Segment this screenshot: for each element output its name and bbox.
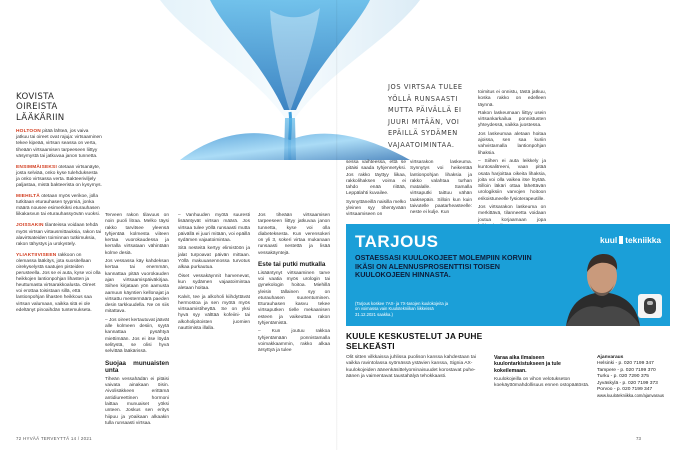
- paragraph: Öiset vessakäynnit harvenevat, kun sydämen vajaatoimintaa aletaan hoitaa.: [178, 273, 250, 292]
- paragraph: toimitus ei onnistu, tästä jatkuu, koska rakko on edelleen täynnä.: [478, 90, 546, 108]
- booking-phone[interactable]: Helsinki - p. 020 7199 347: [597, 361, 654, 367]
- booking-phone[interactable]: Porvoo - p. 020 7199 347: [597, 387, 653, 393]
- sidebar-tip: [16, 165, 102, 189]
- sidebar-tip: [16, 223, 102, 247]
- sidebar-title: [16, 92, 102, 123]
- logo-text: kuul: [600, 235, 618, 245]
- footer-page-right: 73: [636, 436, 641, 441]
- sidebar-tip: [16, 253, 102, 314]
- advertisement-banner[interactable]: [346, 224, 670, 326]
- paragraph: Synnyttäneillä naisilla melko yleinen syy tihentyvään virtsaamiseen on: [346, 199, 406, 218]
- booking-url-link[interactable]: www.kuulotekniikka.com/ajanvaraus: [597, 393, 665, 399]
- tip-lead: ENSIMMÄISEKSI: [16, 164, 57, 170]
- paragraph: Tiheän vessahädän ei pitäisi vaivata ainakaan öisin. Aivolisäkkeen erittämä antidiureettinen hormoni laittaa munuaiset yöksi unteen. Joskus sen eritys hiipuu ja yöaikaan alkaakin tulla runsaasti virtsaa.: [105, 376, 169, 426]
- footer-page-left: 72 HYVÄÄ TERVEYTTÄ 14 / 2021: [16, 436, 92, 441]
- booking-title: Ajanvaraus: [597, 355, 624, 360]
- subheading: Este tai putki mutkalla: [258, 261, 326, 269]
- paragraph: – Siihen ei auta leikkely ja kuntosalitreeni, vaan pitää osata harjoittaa oikeita lihaksia, joita voi olla vaikea itse löytää. Silloin läkäri ottaa lähettävän urologiksiin varvojen hoitoon erikoistuneelle fysioterapeutille.: [478, 158, 546, 202]
- paragraph: Terveen rakon tilavuus on noin puoli litraa. Melko täysi rakko tarvitsee yleensä tyhjentää kolmesta viiteen kertaa vuorokaudessa ja kerralla virtsataan vähintään kolme desiä.: [105, 213, 169, 256]
- ad-fineprint: (Tarjous koskee 7AX- ja 7X-tasojen kuulokojeita ja on voimassa vain Kuulotekniikan liikkeissä 31.12.2021 saakka.): [355, 301, 449, 317]
- tip-lead: MIEHILTÄ: [16, 194, 40, 200]
- tip-lead: YLIAKTIIVISEEN: [16, 252, 57, 258]
- paragraph: Lisääntynyt virtsaaminen tarve voi vaatia myös urologin tai gynekologin hoitoa. Miehillä yleisin tällainen syy on eturauhasen suurentuminen. Eturauhasen kasvu tekee virtsaputken tielle mekaanisen esteen ja vaikeuttaa rakon tyhjentämistä.: [258, 270, 330, 327]
- article-column-6: [478, 90, 546, 232]
- hearing-aid-product-icon: [638, 294, 662, 318]
- paragraph: Jos vessassa käy kahdeksan kertaa tai enemmän, kannattaa pitää vuorokauden ajan virtsaamispäiväkirjaa. Siihen kirjataan yön aamusta aamuun käyntien kellonajat ja virtsattu mestermäärä paeden desin tarkkuudella. Ne on siis mitattava.: [105, 259, 169, 315]
- booking-phone[interactable]: Turku - p. 020 7290 375: [597, 374, 650, 380]
- logo-text: tekniikka: [625, 235, 662, 245]
- sidebar-title-line: KOVISTA: [16, 92, 55, 102]
- article-column-4: [346, 160, 406, 221]
- sidebar-box: [16, 92, 102, 319]
- ad-body-text: Kuulokojeilla on vihon velotukseton koekäyttömahdollisuus ennen ostopäätöstä.: [494, 377, 590, 389]
- paragraph: Kalvit, tee ja alkoholi kiihdyttävät hermostoa ja sen myötä myös virtsaamistiheyttä. Se on yksi hyvä syy välttää kofeiini- tai alkoholipitoisten juomien nauttimista illalla.: [178, 294, 250, 332]
- ad-body-text: Olit sitten vilkkaissa juhlissa puolison kanssa kahdestaan tai vaikka ravintolassa syömässä ystävien kanssa, Signia AX-kuulokojeiden äänenkäsittelyominaisuudet korostavat puheäänen ja vaimentavat taustahälyä tehokkaasti.: [346, 355, 476, 379]
- booking-phone[interactable]: Jyväskylä - p. 020 7199 373: [597, 380, 658, 386]
- paragraph: Jos laskeumaa aletaan hoitaa ajoissa, sen saa kuriin vahvistamalla lantionpohjan lihaksia.: [478, 131, 546, 156]
- ad-headline: TARJOUS: [355, 232, 439, 251]
- brand-logo[interactable]: [600, 235, 661, 245]
- tip-text: otetaan virtsanäyte, josta selviää, onko kyse tulehduksesta ja onko virtsassa verta. Bakteeriviljely paljastaa, mistä bakteerista on kysymys.: [16, 164, 102, 188]
- pull-quote: JOS VIRTSAA TULEE YÖLLÄ RUNSAASTI MUTTA PÄIVÄLLÄ EI JUURI MITÄÄN, VOI EPÄILLÄ SYDÄMEN VAJAATOIMINTAA.: [388, 83, 463, 149]
- paragraph: Jos virtsarakon laskeuma on merkittävä, tilanneetta voidaan joutua korjaamaan jopa: [478, 205, 546, 223]
- tip-lead: HOLTOON: [16, 129, 41, 135]
- paragraph: Jos tiheään virtsaamisen tarpeeseen liittyy jatkuvaa janon tunnetta, kyse voi olla diabeteksesta. Kun verensokeri on yli 3, sokeri virtaa mukanaan runsaasti nestettä ja lisää vessakäyntejä.: [258, 213, 330, 256]
- sidebar-title-line: OIREISTA: [16, 102, 58, 113]
- tip-text: tilanteissa voidaan tehdä myös virtsan virtausmittauksia, rakon tai alavirtsateiden toiminnan tutkimuksia, rakon tähystys ja urokystely.: [16, 223, 102, 247]
- paragraph: Rakon laskeumaan liittyy usein virtsankarkailua ponnistusten yhteydessä, vaikka juostessa.: [478, 110, 546, 129]
- paragraph: sessa vaihteessa, että se pitäisi saada tyhjennetyksi. Jos rakko täyttyy liikaa, rakkolihaksen voima ei tahdo enää riittää, Leppälahti kuvailee.: [346, 160, 406, 197]
- booking-contacts: [597, 355, 671, 400]
- tip-text: otetaan myös verikoe, jolla tutkitaan eturauhasen tyypmiä, jonka määrä nousee esimerkiksi eturauhasen liikakasvun tai eturauhassyövän vuoksi.: [16, 194, 100, 218]
- logo-mark-icon: [619, 236, 623, 244]
- article-column-5: [410, 160, 472, 219]
- article-column-1: [105, 213, 169, 429]
- page-fold: [336, 0, 338, 450]
- article-column-3: [258, 213, 330, 357]
- tip-text: pitää lähteä, jos vaiva jatkuu tai oireet ovat rajuja: virtsaaminen tekee kipeää, virtsan seassa on verta, tiheään virtsaamisen tarpeeseen liittyy väsymystä tai jatkuvaa janon tunnetta.: [16, 129, 102, 159]
- paragraph: – Vanhuuden myötä suuresti lisääntyvät virtsan määrä. Jos virtsaa tulee yöllä runsaasti mutta päivällä ei juuri mitään, voi epäillä sydämen vajaatoimintaa.: [178, 213, 250, 244]
- sidebar-title-line: LÄÄKÄRIIN: [16, 112, 65, 123]
- subheading: Suojaa munuaisten unta: [105, 359, 169, 375]
- paragraph: – Jos oireet kertautuvat jäävät alle kolmeen desiin, syytä kannattaa pysähtyä miettimään. Jos ei itse löydä selitystä, se olisi hyvä selvittää lääkärissä.: [105, 317, 169, 355]
- tip-text: rakkoon on olemassa lääkitys, jota suositellaan oirekyselystä saatujen pisteiden perusteella. Jos se ei auta, kyse voi olla heikkojen lantionpohjan lihasten ja heuttumasta virtsarakkoalusta. Oireet voi erottaa toisistaan sillä, että lantionpohjan lihasten heikkous saa virtsan valumaan, vaikka sitä ei ole edeltänyt pinoaihdän tuntemukseta.: [16, 252, 101, 313]
- article-column-2: [178, 213, 250, 334]
- ad-subheadline: OSTAESSASI KUULOKOJEET MOLEMPIIN KORVIIN IKÄSI ON ALENNUSPROSENTTISI TOISEN KUULOKOJEEN HINNASTA.: [355, 253, 532, 280]
- paragraph: Sitä nesteitä kertyy elimistöön ja jalat turpoavat päivän mittaan. Yöllä makuuasennossa turvotus alkaa purkautua.: [178, 246, 250, 271]
- tip-lead: JOISSAKIN: [16, 223, 44, 229]
- ad-call-to-action: Varaa aika ilmaiseen kuulontarkistukseen ja tule kokeilemaan.: [494, 355, 561, 374]
- paragraph: virtsarakon laskeuma. Synnytys voi heikentää lantionpohjan lihaksia ja rakko valahtaa turhan matalalle. Samalla virtsaputki taittuu vähän taaksepäin. Silloin kun kuin taivutelle paatarheasteelle: neste ei kulje. Kun: [410, 160, 472, 216]
- ad-title: KUULE KESKUSTELUT JA PUHE SELKEÄSTI: [346, 331, 483, 351]
- sidebar-tip: [16, 194, 102, 218]
- booking-phone[interactable]: Tampere - p. 020 7199 370: [597, 367, 656, 373]
- sidebar-tip: [16, 129, 102, 159]
- paragraph: – Kun joutuu rakkoa tyhjentämään ponnistamalla voimakkaammin, rakko alkaa ärsyttyä ja tulee: [258, 329, 330, 354]
